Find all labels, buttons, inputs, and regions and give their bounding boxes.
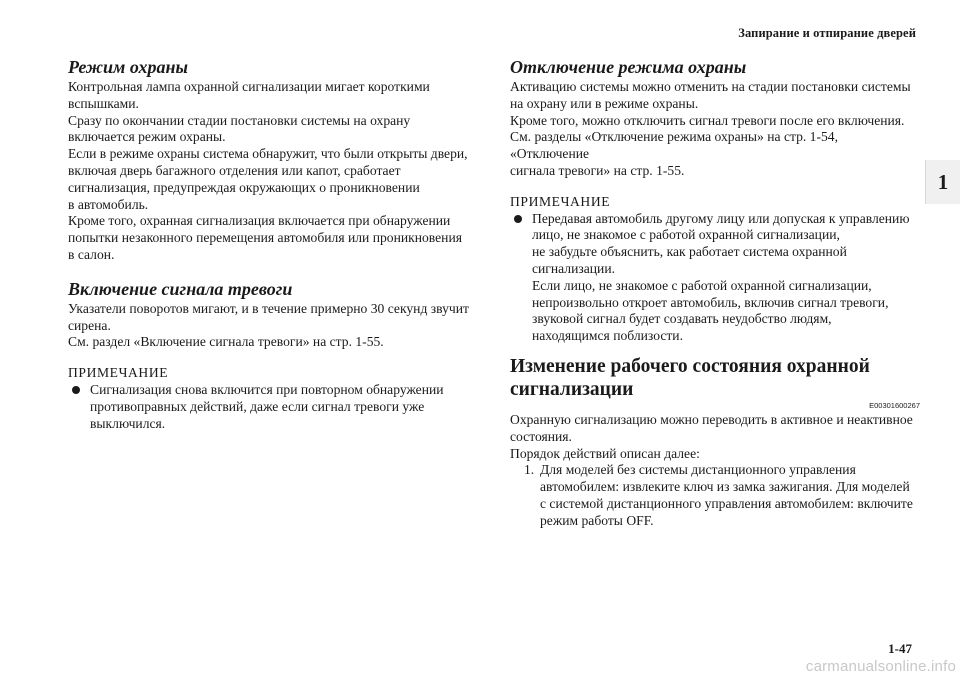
right-column xyxy=(510,56,920,530)
text-line: Охранную сигнализацию можно переводить в активное и неактивное xyxy=(510,411,913,427)
page-number: 1-47 xyxy=(888,641,912,656)
text-line: сирена. xyxy=(68,317,111,333)
text-line: Для моделей без системы дистанционного управления xyxy=(540,462,856,478)
text-line: не забудьте объяснить, как работает система охранной xyxy=(532,244,847,260)
step-number: 1. xyxy=(524,462,535,478)
note-label: ПРИМЕЧАНИЕ xyxy=(510,193,611,209)
text-line: с системой дистанционного управления автомобилем: включите xyxy=(540,495,913,511)
text-line: противоправных действий, даже если сигнал тревоги уже xyxy=(90,398,425,414)
text-line: Если лицо, не знакомое с работой охранной сигнализации, xyxy=(532,277,872,293)
text-line: Передавая автомобиль другому лицу или допуская к управлению xyxy=(532,210,910,226)
text-line: См. раздел «Включение сигнала тревоги» на стр. 1-55. xyxy=(68,334,384,350)
section-code: E00301600267 xyxy=(869,400,920,410)
section-disarm xyxy=(510,56,920,180)
text-line: выключился. xyxy=(90,415,166,431)
chapter-number: 1 xyxy=(937,169,949,194)
text-line: Порядок действий описан далее: xyxy=(510,445,700,461)
text-line: сигнала тревоги» на стр. 1-55. xyxy=(510,162,685,178)
watermark: carmanualsonline.info xyxy=(805,658,956,675)
section-heading: Включение сигнала тревоги xyxy=(68,278,293,299)
left-column xyxy=(68,56,478,432)
text-line: Указатели поворотов мигают, и в течение примерно 30 секунд звучит xyxy=(68,300,469,316)
text-line: непроизвольно откроет автомобиль, включив сигнал тревоги, xyxy=(532,294,889,310)
section-heading: Режим охраны xyxy=(68,57,188,77)
text-line: сигнализации. xyxy=(532,260,615,276)
section-change-state xyxy=(510,355,920,530)
chapter-tab xyxy=(925,160,960,204)
section-heading: Изменение рабочего состояния охранной xyxy=(510,355,870,377)
note-block xyxy=(510,194,920,345)
text-line: состояния. xyxy=(510,428,572,444)
section-heading: Отключение режима охраны xyxy=(510,57,747,77)
note-label: ПРИМЕЧАНИЕ xyxy=(68,365,169,381)
text-line: звуковой сигнал будет создавать неудобство людям, xyxy=(532,311,832,327)
section-alarm-activation xyxy=(68,278,478,351)
step-item xyxy=(510,462,920,529)
text-line: в автомобиль. xyxy=(68,196,149,212)
note-block xyxy=(68,365,478,432)
note-bullet xyxy=(68,382,478,432)
bullet-icon xyxy=(514,215,522,223)
text-line: Активацию системы можно отменить на стадии постановки системы xyxy=(510,79,911,94)
text-line: Кроме того, можно отключить сигнал тревоги после его включения. xyxy=(510,112,905,128)
text-line: включается режим охраны. xyxy=(68,129,226,145)
text-line: Контрольная лампа охранной сигнализации мигает короткими xyxy=(68,79,430,94)
note-bullet xyxy=(510,211,920,345)
text-line: включая дверь багажного отделения или капот, сработает xyxy=(68,162,401,178)
section-alarm-mode xyxy=(68,56,478,264)
text-line: Кроме того, охранная сигнализация включается при обнаружении xyxy=(68,213,451,229)
text-line: находящимся поблизости. xyxy=(532,328,683,344)
text-line: сигнализация, предупреждая окружающих о проникновении xyxy=(68,179,420,195)
text-line: попытки незаконного перемещения автомобиля или проникновения xyxy=(68,230,462,246)
text-line: Сразу по окончании стадии постановки системы на охрану xyxy=(68,112,411,128)
bullet-icon xyxy=(72,386,80,394)
section-heading: сигнализации xyxy=(510,378,634,400)
text-line: автомобилем: извлеките ключ из замка зажигания. Для моделей xyxy=(540,479,910,495)
text-line: режим работы OFF. xyxy=(540,512,654,528)
text-line: Если в режиме охраны система обнаружит, что были открыты двери, xyxy=(68,146,468,162)
text-line: в салон. xyxy=(68,246,115,262)
text-line: Сигнализация снова включится при повторном обнаружении xyxy=(90,381,444,397)
text-line: лицо, не знакомое с работой охранной сигнализации, xyxy=(532,227,840,243)
running-header: Запирание и отпирание дверей xyxy=(738,26,916,40)
text-line: См. разделы «Отключение режима охраны» на стр. 1-54, «Отключение xyxy=(510,129,839,162)
text-line: на охрану или в режиме охраны. xyxy=(510,95,699,111)
text-line: вспышками. xyxy=(68,95,139,111)
